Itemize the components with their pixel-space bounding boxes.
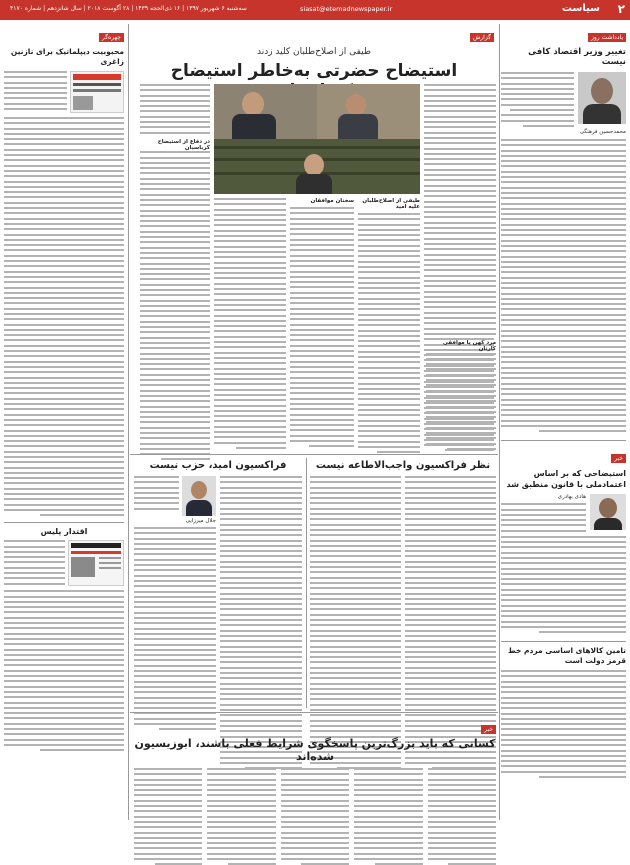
left-tag: چهره‌گر xyxy=(99,33,124,42)
issue-date: سه‌شنبه ۶ شهریور ۱۳۹۷ | ۱۶ ذی‌الحجه ۱۴۳۹ | ۲۸ آگوست ۲۰۱۸ | سال شانزدهم | شماره ۴۱۷۰ xyxy=(10,5,247,12)
bottom-headline: کسانی که باید بزرگ‌ترین پاسخگوی شرایط فعلی باشند، ابوزیسیون شده‌اند xyxy=(134,737,496,763)
page-header xyxy=(0,0,630,20)
right-column xyxy=(501,24,626,778)
bottom-article xyxy=(134,716,496,865)
author-name: محمدحسین فرهنگی xyxy=(579,128,626,135)
report-tag: گزارش xyxy=(470,33,494,42)
column-title: تغییر وزیر اقتصاد کافی نیست xyxy=(528,47,626,67)
main-body-col-6 xyxy=(140,84,210,460)
article-headline: استیضاح حضرتی به‌خاطر استیضاح xyxy=(170,61,458,81)
left-title-2: اقتدار پلیس xyxy=(40,527,88,537)
news-title: استیضاحی که بر اساس اعتمادملی با قانون منطبق شد xyxy=(506,469,626,490)
subhead-1: طیفی از اصلاح‌طلبان علیه امید xyxy=(362,198,420,210)
bottom-tag: خبر xyxy=(481,725,496,734)
subhead-5: در دفاع از استیضاح کرباسیان xyxy=(157,138,210,151)
faction-title-right: نظر فراکسیون واجب‌الاطاعه نیست xyxy=(315,460,491,471)
author-photo xyxy=(578,72,626,124)
faction-title-left: فراکسیون امید، حزب نیست xyxy=(149,460,287,471)
author-photo-3 xyxy=(182,476,216,516)
newspaper-clipping-2 xyxy=(68,540,124,586)
parliament-photo xyxy=(214,84,420,194)
section-title: سیاست xyxy=(561,3,600,14)
subhead-2: مرد کهن یا موافقی کارتان xyxy=(442,340,496,353)
section-email[interactable]: siasat@etemadnewspaper.ir xyxy=(300,5,393,13)
newspaper-clipping xyxy=(70,71,124,113)
main-body-col-3 xyxy=(290,198,354,447)
subhead-4: سخنان موافقان xyxy=(310,198,354,204)
left-title: محبوبیت دیپلماتیک برای نازنین زاغری xyxy=(10,47,124,66)
column-tag: یادداشت روز xyxy=(588,33,626,42)
author-photo-2 xyxy=(590,494,626,530)
page-number: ۲ xyxy=(617,2,625,16)
author-name-2: هادی بهادری xyxy=(557,494,586,501)
main-body-col-2 xyxy=(214,198,286,449)
main-body-col-5 xyxy=(426,84,496,450)
article-kicker: طیفی از اصلاح‌طلبان کلید زدند xyxy=(256,47,372,57)
left-column xyxy=(4,24,124,751)
news-tag: خبر xyxy=(611,454,626,463)
author-name-3: جلال میرزایی xyxy=(185,518,216,524)
news-title-3: تامین کالاهای اساسی مردم خط قرمز دولت است xyxy=(507,646,626,666)
main-body-col-4 xyxy=(358,198,420,453)
